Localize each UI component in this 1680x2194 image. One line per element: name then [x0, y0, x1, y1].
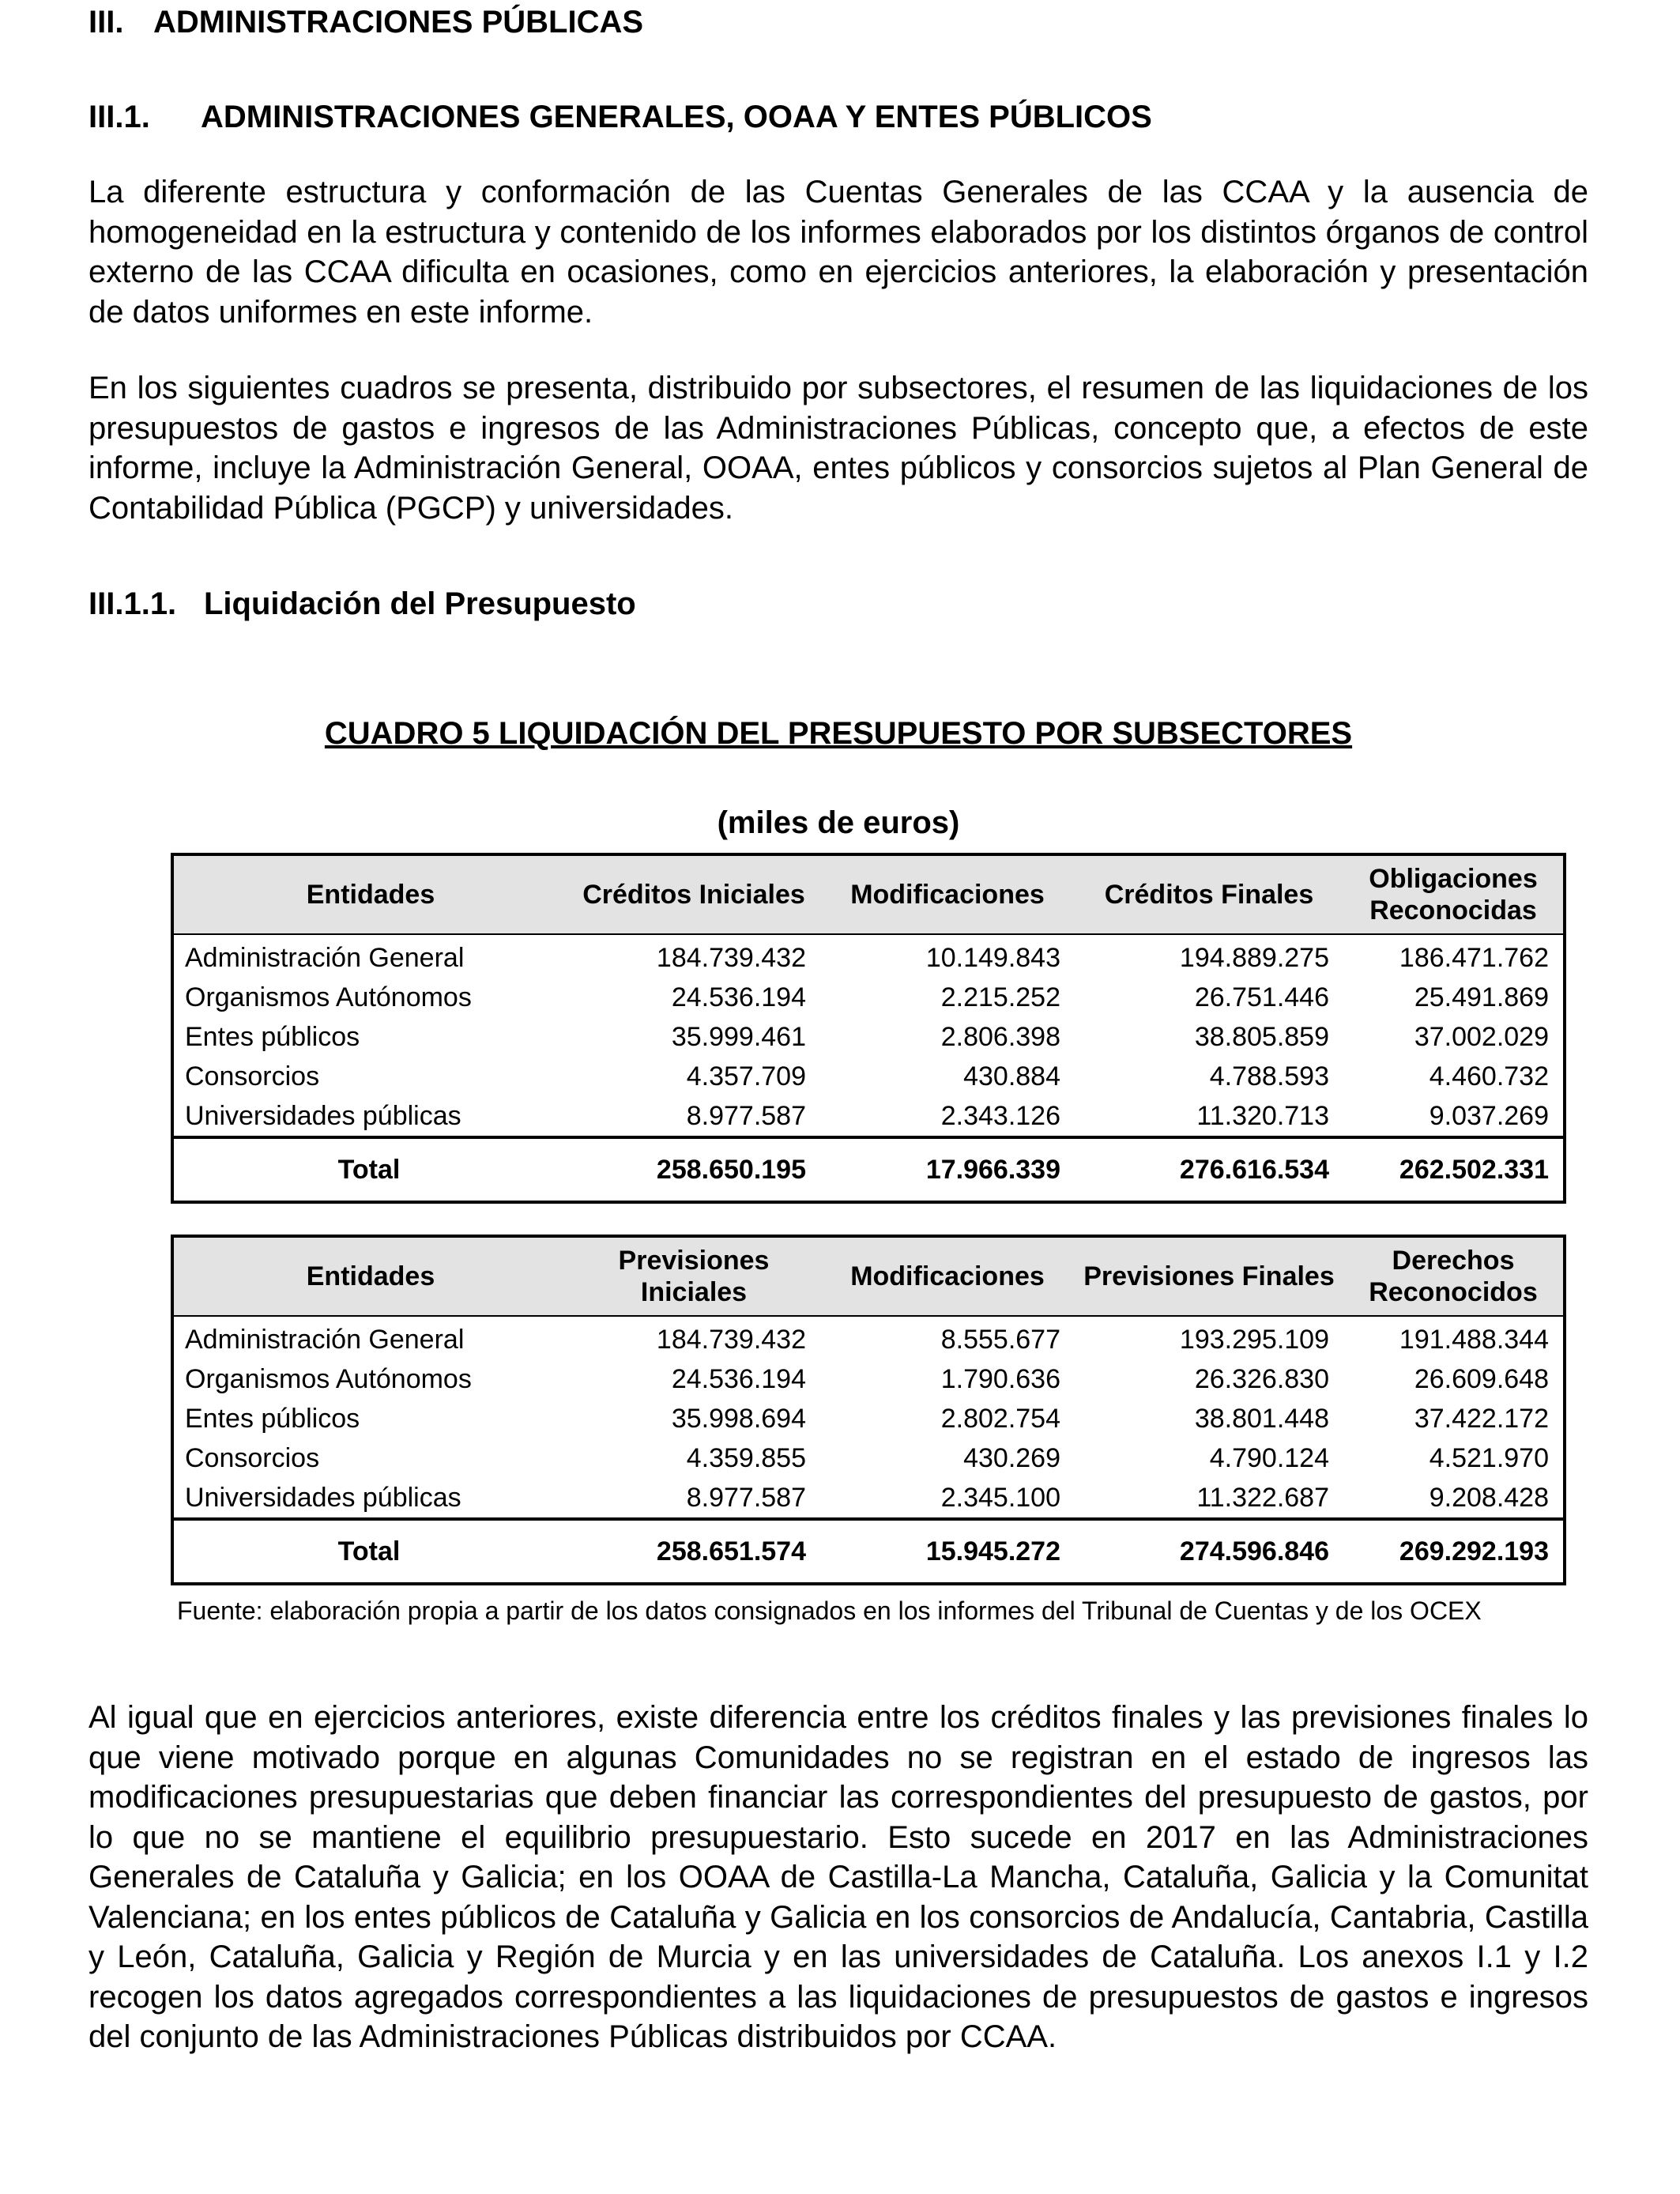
entity-cell: Entes públicos: [172, 1017, 567, 1057]
value-cell: 194.889.275: [1179, 943, 1329, 973]
cuadro-title: CUADRO 5 LIQUIDACIÓN DEL PRESUPUESTO POR SUBSECTORES: [324, 716, 1353, 751]
entity-cell: Consorcios: [172, 1438, 567, 1478]
value-cell: 2.802.754: [940, 1404, 1060, 1434]
value-cell: 38.805.859: [1194, 1022, 1329, 1052]
value-cell: 9.208.428: [1343, 1478, 1565, 1519]
value-cell: 2.343.126: [940, 1101, 1060, 1131]
subsection-heading: [89, 98, 1152, 136]
entity-cell: Administración General: [172, 1316, 567, 1359]
value-cell: 26.326.830: [1194, 1364, 1329, 1394]
entity-cell: Administración General: [172, 934, 567, 978]
column-header: Créditos Finales: [1075, 854, 1343, 934]
closing-paragraph: Al igual que en ejercicios anteriores, existe diferencia entre los créditos finales y las previsiones finales lo que viene motivado porque en algunas Comunidades no se registran en el estado de ingresos las modificaciones presupuestarias que deben financiar las correspondientes del presupuesto de gastos, por lo que no se mantiene el equilibrio presupuestario. Esto sucede en 2017 en las Administraciones Generales de Cataluña y Galicia; en los OOAA de Castilla-La Mancha, Cataluña, Galicia y la Comunitat Valenciana; en los entes públicos de Cataluña y Galicia en los consorcios de Andalucía, Cantabria, Castilla y León, Cataluña, Galicia y Región de Murcia y en las universidades de Cataluña. Los anexos I.1 y I.2 recogen los datos agregados correspondientes a las liquidaciones de presupuestos de gastos e ingresos del conjunto de las Administraciones Públicas distribuidos por CCAA.: [89, 1700, 1588, 2054]
column-header: Derechos Reconocidos: [1343, 1236, 1565, 1316]
value-cell: 4.460.732: [1343, 1057, 1565, 1096]
value-cell: 430.269: [963, 1443, 1060, 1473]
value-cell: 9.037.269: [1343, 1096, 1565, 1137]
section-heading: [89, 3, 643, 41]
value-cell: 8.977.587: [686, 1101, 806, 1131]
table-row: [172, 1438, 1565, 1478]
column-header: Modificaciones: [820, 854, 1075, 934]
total-label: Total: [172, 1137, 567, 1202]
value-cell: 4.521.970: [1343, 1438, 1565, 1478]
table-row: [172, 1017, 1565, 1057]
column-header: Entidades: [172, 1236, 567, 1316]
total-value: 258.650.195: [567, 1137, 820, 1202]
total-value: 262.502.331: [1343, 1137, 1565, 1202]
entity-cell: Universidades públicas: [172, 1096, 567, 1137]
table-header-row: [172, 1236, 1565, 1316]
total-label: Total: [172, 1519, 567, 1584]
section-title: ADMINISTRACIONES PÚBLICAS: [153, 5, 644, 40]
intro-paragraph-2: En los siguientes cuadros se presenta, distribuido por subsectores, el resumen de las liquidaciones de los presupuestos de gastos e ingresos de las Administraciones Públicas, concepto que, a efectos de este informe, incluye la Administración General, OOAA, entes públicos y consorcios sujetos al Plan General de Contabilidad Pública (PGCP) y universidades.: [89, 371, 1588, 526]
value-cell: 184.739.432: [656, 943, 806, 973]
table-row: [172, 1478, 1565, 1519]
column-header: Obligaciones Reconocidas: [1343, 854, 1565, 934]
value-cell: 24.536.194: [671, 982, 806, 1012]
value-cell: 26.609.648: [1343, 1359, 1565, 1399]
gastos-table: [171, 853, 1566, 1204]
column-header: Previsiones Iniciales: [567, 1236, 820, 1316]
table-row: [172, 1359, 1565, 1399]
entity-cell: Organismos Autónomos: [172, 978, 567, 1017]
total-value: 276.616.534: [1075, 1137, 1343, 1202]
value-cell: 26.751.446: [1194, 982, 1329, 1012]
entity-cell: Universidades públicas: [172, 1478, 567, 1519]
value-cell: 4.357.709: [686, 1061, 806, 1091]
entity-cell: Entes públicos: [172, 1399, 567, 1438]
value-cell: 184.739.432: [656, 1325, 806, 1355]
column-header: Entidades: [172, 854, 567, 934]
source-note: Fuente: elaboración propia a partir de los datos consignados en los informes del Tribunal de Cuentas y de los OCEX: [177, 1596, 1482, 1625]
value-cell: 35.998.694: [671, 1404, 806, 1434]
value-cell: 11.320.713: [1196, 1101, 1329, 1131]
value-cell: 2.215.252: [940, 982, 1060, 1012]
value-cell: 10.149.843: [925, 943, 1060, 973]
entity-cell: Consorcios: [172, 1057, 567, 1096]
value-cell: 430.884: [963, 1061, 1060, 1091]
subsubsection-number: III.1.1.: [89, 586, 177, 621]
total-value: 274.596.846: [1075, 1519, 1343, 1584]
value-cell: 2.345.100: [940, 1483, 1060, 1513]
value-cell: 25.491.869: [1343, 978, 1565, 1017]
value-cell: 4.790.124: [1209, 1443, 1329, 1473]
subsection-title: ADMINISTRACIONES GENERALES, OOAA Y ENTES PÚBLICOS: [201, 100, 1152, 134]
value-cell: 1.790.636: [940, 1364, 1060, 1394]
table-row: [172, 1316, 1565, 1359]
ingresos-table: [171, 1235, 1566, 1585]
column-header: Modificaciones: [820, 1236, 1075, 1316]
table-row: [172, 978, 1565, 1017]
value-cell: 193.295.109: [1179, 1325, 1329, 1355]
table-row: [172, 1057, 1565, 1096]
value-cell: 35.999.461: [671, 1022, 806, 1052]
table-header-row: [172, 854, 1565, 934]
total-value: 17.966.339: [820, 1137, 1075, 1202]
value-cell: 8.555.677: [940, 1325, 1060, 1355]
total-row: [172, 1519, 1565, 1584]
table-row: [172, 1399, 1565, 1438]
value-cell: 4.359.855: [686, 1443, 806, 1473]
value-cell: 37.422.172: [1343, 1399, 1565, 1438]
table-row: [172, 1096, 1565, 1137]
cuadro-units: (miles de euros): [717, 805, 960, 840]
value-cell: 2.806.398: [940, 1022, 1060, 1052]
value-cell: 24.536.194: [671, 1364, 806, 1394]
total-value: 269.292.193: [1343, 1519, 1565, 1584]
subsubsection-title: Liquidación del Presupuesto: [204, 586, 636, 621]
value-cell: 186.471.762: [1343, 934, 1565, 978]
total-value: 258.651.574: [567, 1519, 820, 1584]
column-header: Previsiones Finales: [1075, 1236, 1343, 1316]
value-cell: 4.788.593: [1209, 1061, 1329, 1091]
subsubsection-heading: [89, 585, 636, 623]
section-number: III.: [89, 5, 124, 40]
value-cell: 38.801.448: [1194, 1404, 1329, 1434]
intro-paragraph-1: La diferente estructura y conformación de las Cuentas Generales de las CCAA y la ausencia de homogeneidad en la estructura y contenido de los informes elaborados por los distintos órganos de control externo de las CCAA dificulta en ocasiones, como en ejercicios anteriores, la elaboración y presentación de datos uniformes en este informe.: [89, 175, 1588, 330]
entity-cell: Organismos Autónomos: [172, 1359, 567, 1399]
value-cell: 11.322.687: [1196, 1483, 1329, 1513]
value-cell: 191.488.344: [1343, 1316, 1565, 1359]
value-cell: 8.977.587: [686, 1483, 806, 1513]
total-value: 15.945.272: [820, 1519, 1075, 1584]
total-row: [172, 1137, 1565, 1202]
column-header: Créditos Iniciales: [567, 854, 820, 934]
value-cell: 37.002.029: [1343, 1017, 1565, 1057]
table-row: [172, 934, 1565, 978]
subsection-number: III.1.: [89, 100, 150, 134]
